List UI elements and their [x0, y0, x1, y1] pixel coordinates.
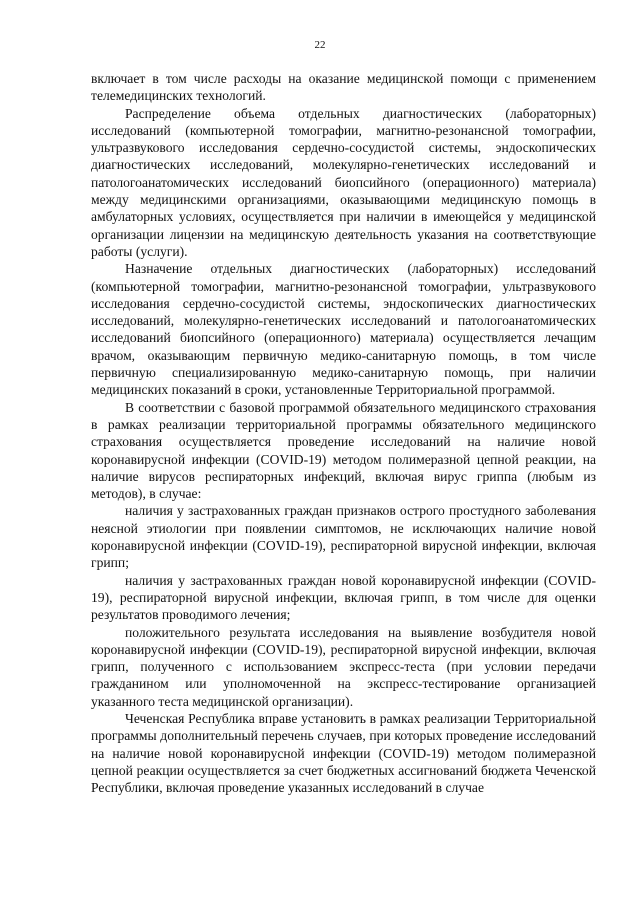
paragraph-prescription: Назначение отдельных диагностических (лабораторных) исследований (компьютерной томографии, магнитно-резонансной томографии, ультразвукового исследования сердечно-сосудистой системы, эндоскопических диагностических исследований, молекулярно-генетических исследований и патологоанатомических исследований биопсийного (операционного) материала) осуществляется лечащим врачом, оказывающим первичную медико-санитарную помощь, в том числе первичную специализированную медико-санитарную помощь, при наличии медицинских показаний в сроки, установленные Территориальной программой. — [91, 261, 596, 398]
list-item-symptoms: наличия у застрахованных граждан признаков острого простудного заболевания неясной этиологии при появлении симптомов, не исключающих наличие новой коронавирусной инфекции (COVID-19), респираторной вирусной инфекции, включая грипп; — [91, 503, 596, 571]
body-text — [91, 70, 596, 796]
paragraph-telemedicine: включает в том числе расходы на оказание медицинской помощи с применением телемедицинских технологий. — [91, 71, 596, 104]
page-number: 22 — [314, 39, 326, 51]
paragraph-covid-testing: В соответствии с базовой программой обязательного медицинского страхования в рамках реализации территориальной программы обязательного медицинского страхования осуществляется проведение исследований на наличие новой коронавирусной инфекции (COVID-19) методом полимеразной цепной реакции, на наличие вирусов респираторных инфекций, включая вирус гриппа (любым из методов), в случае: — [91, 399, 596, 502]
list-item-express-test: положительного результата исследования на выявление возбудителя новой коронавирусной инфекции (COVID-19), респираторной вирусной инфекции, включая грипп, полученного с использованием экспресс-теста (при условии передачи гражданином или уполномоченной на экспресс-тестирование организацией указанного теста медицинской организации). — [91, 624, 596, 709]
paragraph-chechen-republic: Чеченская Республика вправе установить в рамках реализации Территориальной программы дополнительный перечень случаев, при которых проведение исследований на наличие новой коронавирусной инфекции (COVID-19) методом полимеразной цепной реакции осуществляется за счет бюджетных ассигнований бюджета Чеченской Республики, включая проведение указанных исследований в случае — [91, 710, 596, 796]
paragraph-distribution: Распределение объема отдельных диагностических (лабораторных) исследований (компьютерной томографии, магнитно-резонансной томографии, ультразвукового исследования сердечно-сосудистой системы, эндоскопических диагностических исследований, молекулярно-генетических исследований и патологоанатомических исследований биопсийного (операционного) материала) между медицинскими организациями, оказывающими медицинскую помощь в амбулаторных условиях, осуществляется при наличии в имеющейся у медицинской организации лицензии на медицинскую деятельность указания на соответствующие работы (услуги). — [91, 105, 596, 259]
list-item-infection: наличия у застрахованных граждан новой коронавирусной инфекции (COVID-19), респираторной вирусной инфекции, включая грипп, в том числе для оценки результатов проводимого лечения; — [91, 572, 596, 623]
